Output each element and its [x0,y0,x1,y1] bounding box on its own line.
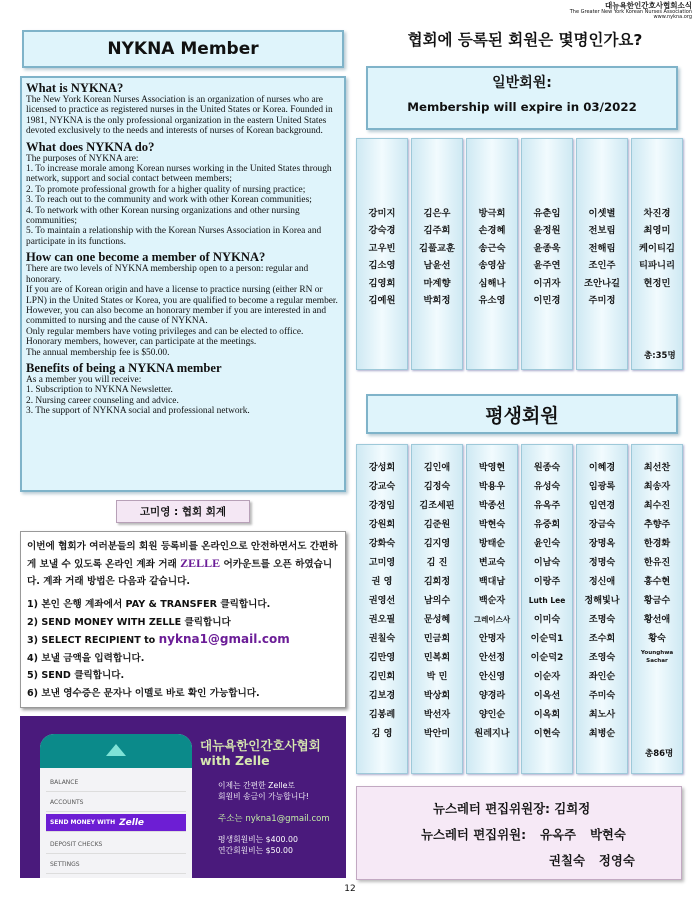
member-name: 티파니리 [639,260,675,272]
member-name: 심해나 [478,277,506,289]
member-name: 김 영 [371,729,393,739]
member-name: 유춘임 [533,208,561,219]
member-name: 김은우 [423,208,451,219]
member-name: 고미영 [368,558,396,568]
ad-title [200,738,321,768]
member-column [411,138,463,370]
life-members-list [356,444,686,776]
member-name: 조인주 [588,260,616,272]
member-name: 김풀교훈 [419,242,455,254]
member-name: 이옥선 [533,691,561,701]
member-column [521,138,573,370]
member-name: 좌인순 [588,672,616,682]
member-name: 박 민 [426,672,448,682]
member-column [411,444,463,774]
member-name: 임연경 [588,501,616,511]
member-column [466,444,518,774]
member-name: 민금희 [423,634,451,644]
member-name: 김소영 [368,260,396,272]
payment-step: 1) 본인 은행 계좌에서 PAY & TRANSFER 클릭합니다. [27,599,271,610]
member-name: 이순덕2 [530,653,564,663]
member-name: 강성희 [368,463,396,473]
payment-step: 6) 보낸 영수증은 문자나 이멜로 바로 확인 가능합니다. [27,687,260,699]
member-name: 유성숙 [533,482,561,492]
what-is-heading: What is NYKNA? [26,81,124,95]
member-name: 조수희 [588,634,616,644]
member-name: 이귀자 [533,277,561,289]
triangle-logo-icon [106,744,126,756]
member-name: 주미숙 [588,691,616,701]
become-heading: How can one become a member of NYKNA? [26,250,266,265]
payment-steps [27,596,339,702]
member-name: 이셋별 [588,208,616,219]
member-name: 황선애 [643,615,671,625]
member-name: 박안미 [423,729,451,739]
member-name: 안신영 [478,672,506,682]
phone-menu-label: SEND MONEY WITH [50,819,116,826]
member-name: 이순덕1 [530,634,564,644]
member-name: 윤정원 [533,225,561,237]
member-names [522,459,572,744]
member-name: 권 영 [371,577,393,587]
member-name: 김지영 [423,539,451,549]
member-name: 최노사 [588,710,616,720]
member-name: 송근숙 [478,242,506,254]
member-names [577,459,627,744]
member-name: 권오필 [368,615,396,625]
member-name: 백대남 [478,577,506,587]
member-name: 케이티김 [639,242,675,254]
member-name: 정신애 [588,577,616,587]
member-name: 그레이스사 [473,615,511,624]
payment-intro-text: 이번에 협회가 여러분들의 회원 등록비를 온라인으로 안전하면서도 간편하게 보낼 수 있도록 온라인 계좌 거래 [27,541,338,570]
member-name: 박종선 [478,501,506,511]
member-names [412,205,462,309]
member-name: 김정숙 [423,482,451,492]
become-paragraph: However, you can also become an honorary member if you are interested in and committed to nursing and the cause of NYKNA. [26,305,327,327]
member-name: 고우빈 [368,242,396,254]
ad-email[interactable]: 주소는 nykna1@gmail.com [218,814,330,824]
member-name: 손경혜 [478,225,506,237]
member-column [466,138,518,370]
org-name-korean: 대뉴욕한인간호사협회소식 [605,1,692,10]
phone-menu-item: BALANCE [46,774,186,792]
member-name: 이남숙 [533,558,561,568]
payment-step [27,631,339,650]
member-name: 윤주연 [533,260,561,272]
benefits-intro: As a member you will receive: [26,374,142,385]
member-name: 장금숙 [588,520,616,530]
life-total: 총86명 [645,749,674,759]
member-name: 최송자 [643,482,671,492]
member-name: 정명숙 [588,558,616,568]
ad-fees [218,834,298,856]
member-name: 양경라 [478,691,506,701]
member-names [467,459,517,744]
payment-step: 2) SEND MONEY WITH ZELLE 클릭합니다 [27,616,231,628]
ad-text [218,780,309,802]
member-name: 김봉례 [368,710,396,720]
regular-title: 일반회원: [492,75,552,91]
payment-intro [27,538,339,590]
member-name: 송영삼 [478,260,506,272]
member-name: Luth Lee [528,596,566,605]
regular-members-list [356,138,686,378]
regular-expiry: Membership will expire in 03/2022 [407,100,637,114]
member-name: 추향주 [643,520,671,530]
what-does-heading: What does NYKNA do? [26,139,155,154]
editors-label: 뉴스레터 편집위원: [421,827,527,842]
purpose-item: 3. To reach out to the community and work with other Korean communities; [26,195,312,206]
member-names [357,459,407,744]
become-paragraph: If you are of Korean origin and have a license to practice nursing (either RN or LPN) in the United States or Korea, you are qualified to become a regular member. [26,285,338,306]
member-name: 조안나길 [584,277,620,289]
ad-text-line: 이제는 간편한 Zelle로 [218,781,295,790]
member-name: 황금수 [643,596,671,606]
member-name: 박현숙 [478,520,506,530]
payment-step: 4) 보낼 금액을 입력합니다. [27,652,145,664]
purpose-item: 2. To promote professional growth for a higher quality of nursing practice; [26,184,306,195]
member-name: 남윤선 [423,260,451,272]
member-name: 최병순 [588,729,616,739]
member-name: 김준원 [423,520,451,530]
member-name: 현정민 [643,277,671,289]
member-name: 박용우 [478,482,506,492]
member-name: 원종숙 [533,463,561,473]
member-name: 문성혜 [423,615,451,625]
ad-title-line: with Zelle [200,753,270,768]
member-name: 김주희 [423,225,451,237]
member-name: 조명숙 [588,615,616,625]
member-name: 유소영 [478,295,506,307]
become-paragraph: Only regular members have voting privileges and can be elected to office. Honorary members, however, can participate at the meetings. [26,326,304,348]
member-name: 박영현 [478,463,506,473]
payment-instructions [20,531,346,708]
member-name: 백순자 [478,596,506,606]
member-title: NYKNA Member [22,30,344,68]
member-name: Younghwa Sachar [640,650,674,664]
member-name: 김만영 [368,653,396,663]
member-column [576,138,628,370]
member-name: 마계향 [423,277,451,289]
member-names [632,459,682,670]
member-name: 강정임 [368,501,396,511]
become-paragraph: There are two levels of NYKNA membership open to a person: regular and honorary. [26,264,309,285]
editor-chief: 뉴스레터 편집위원장: 김희정 [433,801,591,816]
member-name: 권영선 [368,596,396,606]
member-name: 한유진 [643,558,671,568]
phone-menu-item: SETTINGS [46,856,186,874]
member-name: 차진경 [643,208,671,219]
editor-name: 박현숙 [589,827,626,842]
life-members-header: 평생회원 [366,394,678,434]
member-name: 변교숙 [478,558,506,568]
benefit-item: 3. The support of NYKNA social and professional network. [26,406,250,417]
member-names [357,205,407,309]
member-column [356,138,408,370]
step3-prefix: 3) SELECT RECIPIENT to [27,635,159,646]
editors-line-1 [421,825,626,843]
member-name: 윤종욱 [533,242,561,254]
member-name: 권칠숙 [368,634,396,644]
member-name: 최수진 [643,501,671,511]
zelle-logo: Zelle [119,817,145,828]
member-name: 강미지 [368,208,396,219]
member-name: 전보림 [588,225,616,237]
editorial-board [356,786,682,880]
member-name: 이혜경 [588,463,616,473]
member-name: 이랑주 [533,577,561,587]
member-name: 최선찬 [643,463,671,473]
info-box [20,76,346,492]
member-name: 김조세핀 [419,501,455,511]
editor-name: 정영숙 [598,853,635,868]
member-names [522,205,572,309]
member-name: 강화숙 [368,539,396,549]
member-column [631,444,683,774]
purpose-item: 1. To increase morale among Korean nurses working in the United States through network, support and social contact between members; [26,164,332,185]
member-names [412,459,462,744]
member-name: 박희정 [423,295,451,307]
member-column [576,444,628,774]
member-name: 유중희 [533,520,561,530]
member-name: 김예원 [368,295,396,307]
member-name: 윤인숙 [533,539,561,549]
ad-fee-line: 평생회원비는 $400.00 [218,835,298,844]
phone-header [40,734,192,768]
editor-name: 유옥주 [540,827,576,842]
payment-step: 5) SEND 클릭합니다. [27,670,125,681]
member-name: 원레지나 [474,729,510,739]
member-name: 김영희 [368,277,396,289]
benefits-heading: Benefits of being a NYKNA member [26,360,222,375]
member-name: 김 진 [426,558,448,568]
member-name: 방극희 [478,208,506,219]
what-is-body: The New York Korean Nurses Association is an organization of nurses who are licensed to practice as registered nurses in the United States or Korea. Founded in 1981, NYKNA is the only professional organization in the eastern United States devoted exclusively to the needs and interests of nurses of Korean background. [26,95,333,137]
phone-menu-item-send-money [46,814,186,832]
member-name: 한경화 [643,539,671,549]
member-name: 정해빛나 [584,596,620,606]
payment-intro-text-2: 어카운트를 오픈 하였습니다. 계좌 거래 방법은 다음과 같습니다. [27,559,333,587]
org-url[interactable]: www.nykna.org [653,14,692,21]
member-name: 박상희 [423,691,451,701]
member-name: 김인애 [423,463,451,473]
member-name: 조영숙 [588,653,616,663]
member-name: 박선자 [423,710,451,720]
member-column [521,444,573,774]
member-name: 강교숙 [368,482,396,492]
member-name: 이미숙 [533,615,561,625]
member-name: 유옥주 [533,501,561,511]
member-name: 전해림 [588,242,616,254]
become-paragraph: The annual membership fee is $50.00. [26,347,170,358]
purpose-item: 4. To network with other Korean nursing organizations and other nursing communities; [26,205,300,227]
member-name: 강원희 [368,520,396,530]
page-number: 12 [344,884,356,894]
member-name: 이현숙 [533,729,561,739]
member-name: 안명자 [478,634,506,644]
member-name: 김희정 [423,577,451,587]
member-name: 장명옥 [588,539,616,549]
phone-menu-item: DEPOSIT CHECKS [46,836,186,854]
member-name: 이순자 [533,672,561,682]
member-name: 주미정 [588,295,616,307]
ad-title-line: 대뉴욕한인간호사협회 [200,738,321,753]
zelle-advertisement [20,716,346,878]
ad-text-line: 회원비 송금이 가능합니다! [218,792,309,801]
org-header [570,2,692,20]
regular-members-header [366,66,678,130]
member-name: 강숙경 [368,225,396,237]
phone-menu-item: ACCOUNTS [46,794,186,812]
member-name: 홍수현 [643,577,671,587]
member-names [467,205,517,309]
editors-line-2 [549,851,635,869]
member-name: 양인순 [478,710,506,720]
regular-total: 총:35명 [644,351,676,361]
org-name-english: The Greater New York Korean Nurses Association [569,8,692,15]
member-names [577,205,627,309]
purpose-item: 5. To maintain a relationship with the Korean Nurses Association in Korea and participate in its functions. [26,226,322,247]
member-name: 김민희 [368,672,396,682]
zelle-word: ZELLE [180,556,221,570]
member-name: 이옥희 [533,710,561,720]
editor-name: 권칠숙 [549,853,585,868]
member-name: 방태순 [478,539,506,549]
member-name: 남의수 [423,596,451,606]
member-column [631,138,683,370]
member-name: 임광록 [588,482,616,492]
treasurer-badge: 고미영 : 협회 회계 [116,500,250,523]
benefit-item: 1. Subscription to NYKNA Newsletter. [26,385,173,396]
member-name: 황숙 [648,634,666,644]
phone-illustration [40,734,192,878]
recipient-email[interactable]: nykna1@gmail.com [158,632,290,646]
member-column [356,444,408,774]
member-name: 이민경 [533,295,561,307]
ad-fee-line: 연간회원비는 $50.00 [218,846,293,855]
what-does-intro: The purposes of NYKNA are: [26,153,139,164]
membership-question: 협회에 등록된 회원은 몇명인가요? [407,31,643,49]
benefit-item: 2. Nursing career counseling and advice. [26,395,179,406]
member-names [632,205,682,292]
member-name: 안선정 [478,653,506,663]
member-name: 최영미 [643,225,671,237]
member-name: 민복희 [423,653,451,663]
member-name: 김보경 [368,691,396,701]
